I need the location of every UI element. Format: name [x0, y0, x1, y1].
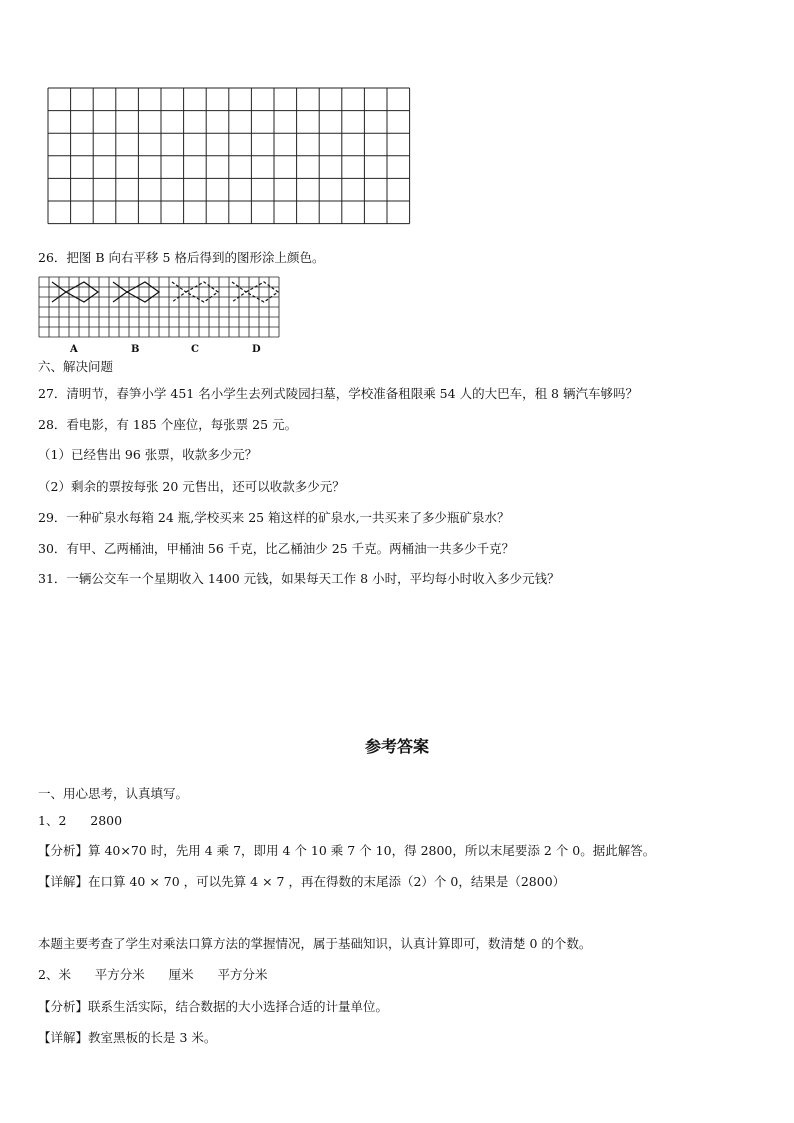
answer-2-analysis: 【分析】联系生活实际，结合数据的大小选择合适的计量单位。 [38, 999, 389, 1014]
translation-figure-grid [38, 276, 286, 346]
question-31: 31．一辆公交车一个星期收入 1400 元钱，如果每天工作 8 小时，平均每小时收入多少元钱？ [38, 571, 560, 586]
question-28-2: （2）剩余的票按每张 20 元售出，还可以收款多少元？ [38, 479, 345, 494]
section-6-heading: 六、解决问题 [38, 359, 114, 374]
question-29: 29．一种矿泉水每箱 24 瓶,学校买来 25 箱这样的矿泉水,一共买来了多少瓶矿泉水？ [38, 510, 510, 525]
question-28: 28．看电影，有 185 个座位，每张票 25 元。 [38, 417, 298, 432]
answer-2-detail: 【详解】教室黑板的长是 3 米。 [38, 1030, 217, 1045]
question-28-1: （1）已经售出 96 张票，收款多少元？ [38, 447, 258, 462]
answer-title: 参考答案 [364, 737, 429, 756]
answer-1-detail: 【详解】在口算 40 × 70 ，可以先算 4 × 7 ，再在得数的末尾添（2）个 0，结果是（2800） [38, 874, 566, 889]
answer-1: 1、2 2800 [38, 813, 123, 828]
answer-1-summary: 本题主要考查了学生对乘法口算方法的掌握情况，属于基础知识，认真计算即可，数清楚 0 的个数。 [38, 936, 592, 951]
label-d: D [252, 344, 261, 355]
empty-grid [47, 87, 413, 231]
part-1-heading: 一、用心思考，认真填写。 [38, 786, 189, 801]
answer-1-analysis: 【分析】算 40×70 时，先用 4 乘 7，即用 4 个 10 乘 7 个 10，得 2800，所以末尾要添 2 个 0。据此解答。 [38, 843, 656, 858]
answer-2: 2、米 平方分米 厘米 平方分米 [38, 967, 268, 982]
label-c: C [191, 344, 199, 355]
figure-b-shape [113, 282, 127, 302]
question-26: 26．把图 B 向右平移 5 格后得到的图形涂上颜色。 [38, 250, 325, 265]
label-b: B [131, 344, 140, 355]
question-27: 27．清明节，春笋小学 451 名小学生去列式陵园扫墓，学校准备租限乘 54 人的大巴车，租 8 辆汽车够吗？ [38, 386, 638, 401]
label-a: A [70, 344, 78, 355]
question-30: 30．有甲、乙两桶油，甲桶油 56 千克，比乙桶油少 25 千克。两桶油一共多少千克？ [38, 541, 515, 556]
